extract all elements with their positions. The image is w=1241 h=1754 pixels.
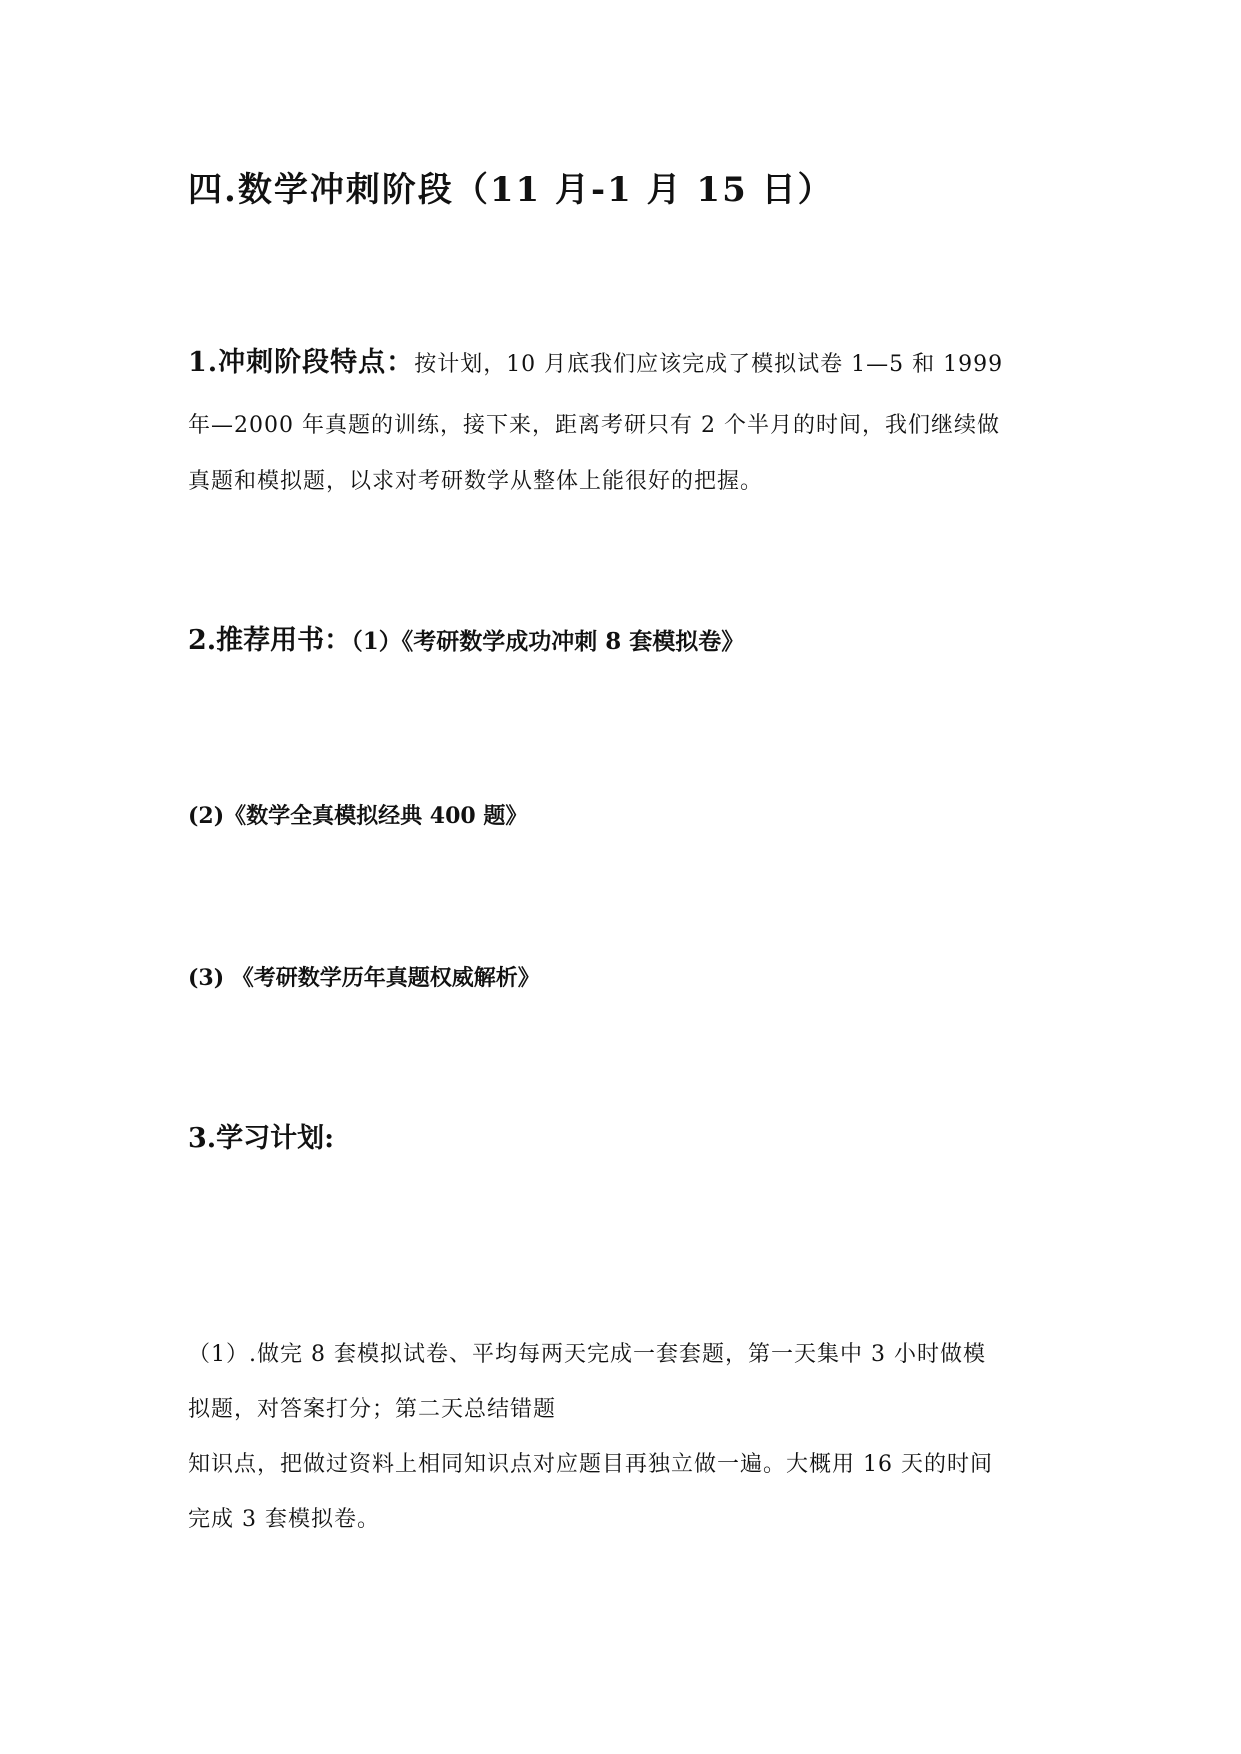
- plan-text-line2: 拟题，对答案打分；第二天总结错题: [188, 1397, 557, 1422]
- section1-text-line3: 真题和模拟题，以求对考研数学从整体上能很好的把握。: [188, 469, 764, 494]
- section3-heading: 3.学习计划:: [188, 1123, 335, 1154]
- section1-text-line2: 年—2000 年真题的训练，接下来，距离考研只有 2 个半月的时间，我们继续做: [188, 413, 1000, 438]
- section2-heading-line: [188, 618, 744, 657]
- book-item-3: (3) 《考研数学历年真题权威解析》: [188, 965, 540, 991]
- book-item-2: (2)《数学全真模拟经典 400 题》: [188, 803, 528, 829]
- book-item-1: （1）《考研数学成功冲刺 8 套模拟卷》: [351, 628, 745, 655]
- page-title: 四.数学冲刺阶段（11 月-1 月 15 日）: [188, 170, 834, 210]
- section2-heading: 2.推荐用书：: [188, 625, 352, 656]
- plan-text-line3: 知识点，把做过资料上相同知识点对应题目再独立做一遍。大概用 16 天的时间: [188, 1452, 993, 1477]
- plan-text-line1: （1）.做完 8 套模拟试卷、平均每两天完成一套套题，第一天集中 3 小时做模: [188, 1342, 986, 1367]
- section1-heading: 1.冲刺阶段特点：: [188, 347, 415, 378]
- section1-first-line: [188, 340, 1058, 379]
- plan-text-line4: 完成 3 套模拟卷。: [188, 1507, 380, 1532]
- section1-text-line1: 按计划，10 月底我们应该完成了模拟试卷 1—5 和 1999: [414, 352, 1004, 377]
